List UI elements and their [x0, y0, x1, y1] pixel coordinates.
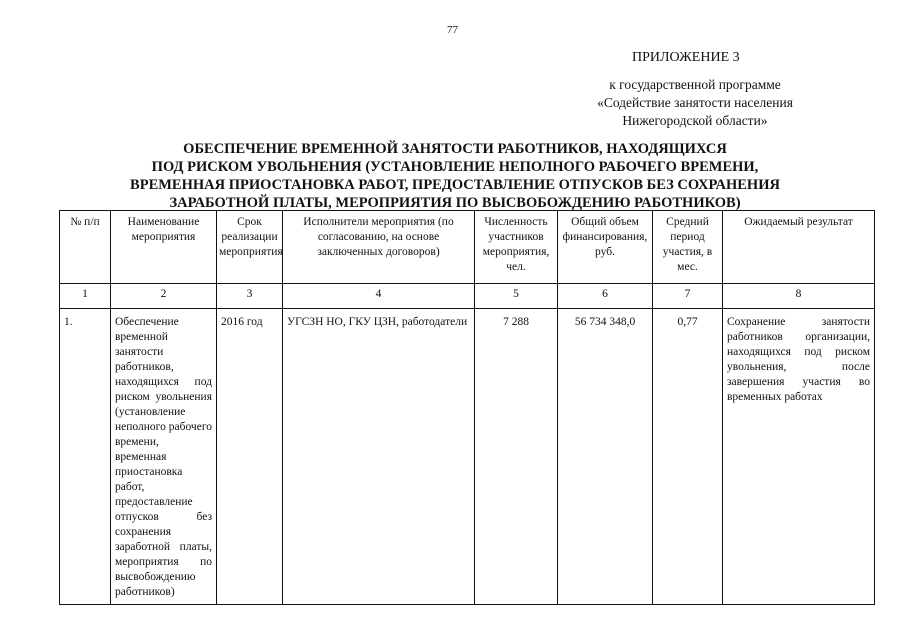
- column-index: 6: [558, 284, 653, 309]
- row-number: 1.: [60, 309, 111, 605]
- header-cell-name: Наименование мероприятия: [111, 211, 217, 284]
- header-cell-executors: Исполнители мероприятия (по согласованию, на основе заключенных договоров): [283, 211, 475, 284]
- column-index: 3: [217, 284, 283, 309]
- column-index-row: [60, 284, 875, 309]
- column-index: 4: [283, 284, 475, 309]
- column-index: 1: [60, 284, 111, 309]
- header-cell-period: Средний период участия, в мес.: [653, 211, 723, 284]
- title-line: ОБЕСПЕЧЕНИЕ ВРЕМЕННОЙ ЗАНЯТОСТИ РАБОТНИКОВ, НАХОДЯЩИХСЯ: [183, 141, 727, 157]
- measure-executors: УГСЗН НО, ГКУ ЦЗН, работодатели: [283, 309, 475, 605]
- header-cell-term: Срок реализации мероприятия: [217, 211, 283, 284]
- column-index: 7: [653, 284, 723, 309]
- appendix-reference: [570, 76, 820, 130]
- measure-term: 2016 год: [217, 309, 283, 605]
- header-cell-number: № п/п: [60, 211, 111, 284]
- header-cell-participants: Численность участников мероприятия, чел.: [475, 211, 558, 284]
- average-period: 0,77: [653, 309, 723, 605]
- column-index: 2: [111, 284, 217, 309]
- participants-count: 7 288: [475, 309, 558, 605]
- appendix-ref-line: «Содействие занятости населения: [597, 95, 793, 110]
- appendix-ref-line: Нижегородской области»: [622, 113, 768, 128]
- measures-table: [59, 210, 875, 605]
- page-number: 77: [447, 24, 458, 36]
- title-line: ПОД РИСКОМ УВОЛЬНЕНИЯ (УСТАНОВЛЕНИЕ НЕПОЛНОГО РАБОЧЕГО ВРЕМЕНИ,: [151, 159, 759, 175]
- table-row: [60, 309, 875, 605]
- column-index: 5: [475, 284, 558, 309]
- appendix-label: ПРИЛОЖЕНИЕ 3: [632, 50, 740, 65]
- title-line: ВРЕМЕННАЯ ПРИОСТАНОВКА РАБОТ, ПРЕДОСТАВЛЕНИЕ ОТПУСКОВ БЕЗ СОХРАНЕНИЯ: [130, 177, 780, 193]
- header-cell-result: Ожидаемый результат: [723, 211, 875, 284]
- column-index: 8: [723, 284, 875, 309]
- funding-amount: 56 734 348,0: [558, 309, 653, 605]
- appendix-ref-line: к государственной программе: [609, 77, 781, 92]
- document-title: [40, 140, 870, 212]
- expected-result: Сохранение занятости работников организации, находящихся под риском увольнения, после завершения участия во временных работах: [723, 309, 875, 605]
- title-line: ЗАРАБОТНОЙ ПЛАТЫ, МЕРОПРИЯТИЯ ПО ВЫСВОБОЖДЕНИЮ РАБОТНИКОВ): [169, 195, 741, 211]
- measure-name: Обеспечение временной занятости работников, находящихся под риском увольнения (установление неполного рабочего времени, временная приостановка работ, предоставление отпусков без сохранения заработной платы, мероприятия по высвобождению работников): [111, 309, 217, 605]
- header-cell-funding: Общий объем финансирования, руб.: [558, 211, 653, 284]
- table-header-row: [60, 211, 875, 284]
